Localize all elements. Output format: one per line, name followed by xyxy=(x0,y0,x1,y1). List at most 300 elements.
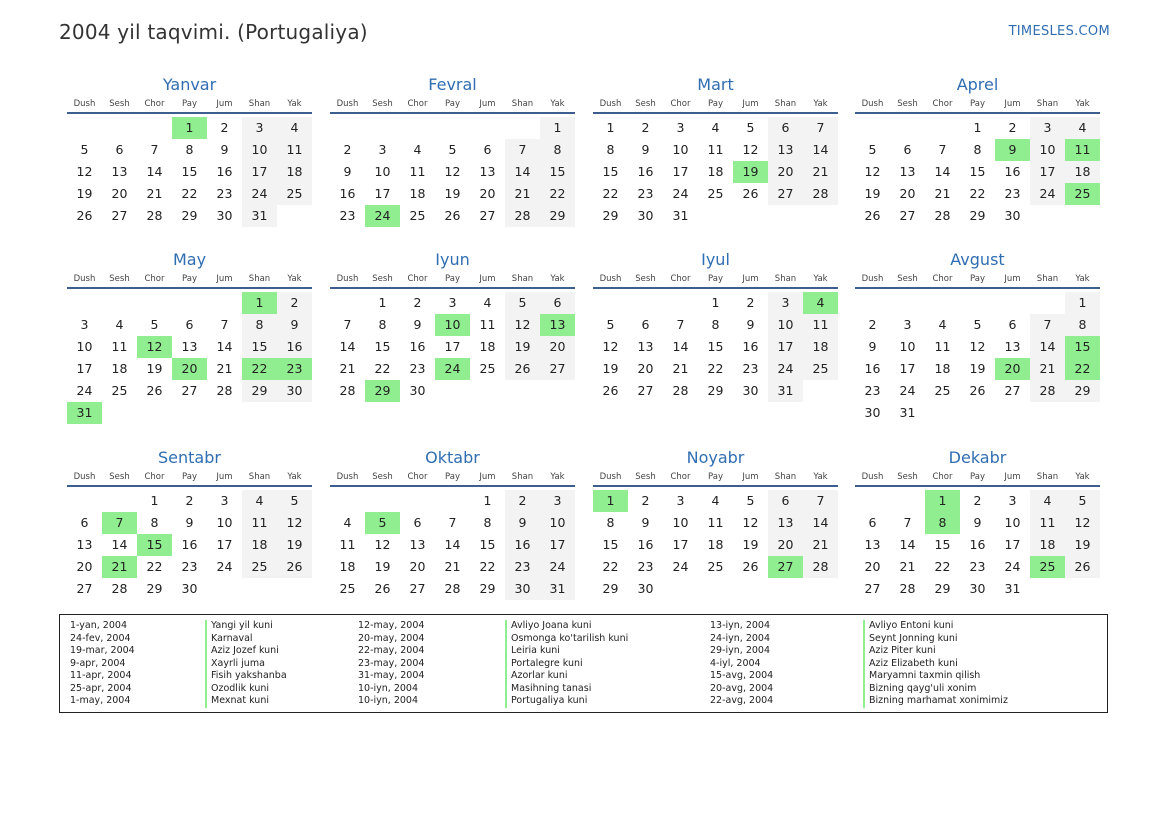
empty-cell xyxy=(890,490,925,512)
month-name: Fevral xyxy=(428,75,477,94)
day-cell: 16 xyxy=(339,186,356,201)
day-cell: 30 xyxy=(637,208,654,223)
day-cell: 29 xyxy=(934,581,951,596)
day-cell: 22 xyxy=(602,186,619,201)
weekday-label: Pay xyxy=(708,472,723,482)
holiday-name: Yangi yil kuni xyxy=(205,620,287,633)
legend-date-column xyxy=(358,620,424,708)
weekday-label: Sesh xyxy=(109,472,130,482)
day-cell: 23 xyxy=(637,186,654,201)
weekday-label: Dush xyxy=(336,274,359,284)
day-cell: 31 xyxy=(899,405,916,420)
day-cell: 17 xyxy=(444,339,461,354)
weekday-label: Dush xyxy=(861,472,884,482)
day-cell: 7 xyxy=(150,142,159,157)
holiday-day-cell: 21 xyxy=(102,556,137,578)
day-cell: 4 xyxy=(115,317,124,332)
weekday-label: Chor xyxy=(932,99,953,109)
weekday-label: Sesh xyxy=(635,99,656,109)
day-cell: 15 xyxy=(969,164,986,179)
day-cell: 13 xyxy=(479,164,496,179)
day-cell: 1 xyxy=(483,493,492,508)
day-cell: 21 xyxy=(934,186,951,201)
month-sentabr xyxy=(67,447,312,600)
day-cell: 27 xyxy=(899,208,916,223)
weekday-label: Shan xyxy=(511,274,534,284)
holiday-name: Aziz Elizabeth kuni xyxy=(863,658,1008,671)
day-cell: 26 xyxy=(742,559,759,574)
day-cell: 10 xyxy=(1030,139,1065,161)
day-cell: 8 xyxy=(1065,314,1100,336)
day-cell: 3 xyxy=(448,295,457,310)
day-cell: 22 xyxy=(181,186,198,201)
day-cell: 29 xyxy=(602,208,619,223)
holiday-date: 1-yan, 2004 xyxy=(70,620,127,631)
day-cell: 3 xyxy=(676,120,685,135)
weekday-label: Sesh xyxy=(897,99,918,109)
day-cell: 19 xyxy=(1065,534,1100,556)
day-cell: 28 xyxy=(803,556,838,578)
weekday-header xyxy=(593,469,838,487)
month-iyun xyxy=(330,249,575,402)
day-cell: 18 xyxy=(707,164,724,179)
day-cell: 13 xyxy=(409,537,426,552)
day-cell: 19 xyxy=(444,186,461,201)
day-cell: 26 xyxy=(146,383,163,398)
day-cell: 27 xyxy=(864,581,881,596)
day-cell: 24 xyxy=(768,358,803,380)
day-cell: 28 xyxy=(899,581,916,596)
day-cell: 24 xyxy=(1030,183,1065,205)
weekday-label: Chor xyxy=(407,274,428,284)
day-cell: 23 xyxy=(637,559,654,574)
day-cell: 28 xyxy=(339,383,356,398)
day-cell: 18 xyxy=(934,361,951,376)
day-cell: 10 xyxy=(768,314,803,336)
day-cell: 21 xyxy=(803,161,838,183)
holiday-name: Masihning tanasi xyxy=(505,683,628,696)
holiday-name: Xayrli juma xyxy=(205,658,287,671)
day-cell: 11 xyxy=(339,537,356,552)
day-cell: 11 xyxy=(409,164,426,179)
day-cell: 2 xyxy=(868,317,877,332)
weekday-label: Shan xyxy=(1036,472,1059,482)
day-cell: 2 xyxy=(973,493,982,508)
empty-cell xyxy=(172,292,207,314)
day-cell: 3 xyxy=(540,490,575,512)
day-cell: 12 xyxy=(1065,512,1100,534)
day-cell: 5 xyxy=(448,142,457,157)
holiday-name: Mexnat kuni xyxy=(205,695,287,708)
holiday-date: 10-iyn, 2004 xyxy=(358,682,419,694)
day-cell: 28 xyxy=(934,208,951,223)
day-cell: 11 xyxy=(479,317,496,332)
day-cell: 22 xyxy=(969,186,986,201)
days-grid xyxy=(593,292,838,402)
holiday-day-cell: 8 xyxy=(925,512,960,534)
day-cell: 29 xyxy=(146,581,163,596)
holiday-date: 22-avg, 2004 xyxy=(710,695,774,706)
holiday-day-cell: 13 xyxy=(540,314,575,336)
weekday-label: Yak xyxy=(813,274,828,284)
day-cell: 8 xyxy=(185,142,194,157)
day-cell: 27 xyxy=(409,581,426,596)
month-yanvar xyxy=(67,74,312,227)
day-cell: 19 xyxy=(969,361,986,376)
day-cell: 25 xyxy=(479,361,496,376)
day-cell: 24 xyxy=(540,556,575,578)
holiday-name: Osmonga ko'tarilish kuni xyxy=(505,633,628,646)
day-cell: 27 xyxy=(76,581,93,596)
day-cell: 20 xyxy=(540,336,575,358)
holiday-day-cell: 25 xyxy=(1065,183,1100,205)
empty-cell xyxy=(470,117,505,139)
day-cell: 14 xyxy=(1030,336,1065,358)
weekday-label: Shan xyxy=(248,472,271,482)
day-cell: 19 xyxy=(374,559,391,574)
days-grid xyxy=(67,490,312,600)
page-title: 2004 yil taqvimi. (Portugaliya) xyxy=(59,20,368,44)
holiday-day-cell: 1 xyxy=(593,490,628,512)
day-cell: 13 xyxy=(899,164,916,179)
weekday-label: Sesh xyxy=(897,472,918,482)
day-cell: 8 xyxy=(606,515,615,530)
empty-cell xyxy=(330,292,365,314)
day-cell: 7 xyxy=(343,317,352,332)
empty-cell xyxy=(435,117,470,139)
day-cell: 9 xyxy=(220,142,229,157)
weekday-label: Chor xyxy=(407,99,428,109)
day-cell: 16 xyxy=(969,537,986,552)
day-cell: 18 xyxy=(409,186,426,201)
day-cell: 1 xyxy=(150,493,159,508)
day-cell: 12 xyxy=(742,515,759,530)
day-cell: 27 xyxy=(768,183,803,205)
day-cell: 26 xyxy=(602,383,619,398)
empty-cell xyxy=(330,117,365,139)
weekday-label: Jum xyxy=(479,274,496,284)
day-cell: 9 xyxy=(746,317,755,332)
weekday-label: Yak xyxy=(287,472,302,482)
day-cell: 10 xyxy=(899,339,916,354)
holiday-name: Ozodlik kuni xyxy=(205,683,287,696)
day-cell: 20 xyxy=(479,186,496,201)
day-cell: 18 xyxy=(1030,534,1065,556)
holiday-day-cell: 29 xyxy=(365,380,400,402)
weekday-label: Chor xyxy=(144,274,165,284)
holiday-day-cell: 1 xyxy=(172,117,207,139)
legend-name-column xyxy=(863,620,1008,708)
day-cell: 21 xyxy=(505,183,540,205)
day-cell: 14 xyxy=(339,339,356,354)
day-cell: 26 xyxy=(1065,556,1100,578)
month-aprel xyxy=(855,74,1100,227)
weekday-label: Chor xyxy=(670,472,691,482)
weekday-label: Chor xyxy=(932,274,953,284)
weekday-label: Yak xyxy=(287,99,302,109)
holiday-day-cell: 25 xyxy=(1030,556,1065,578)
day-cell: 9 xyxy=(868,339,877,354)
empty-cell xyxy=(960,292,995,314)
empty-cell xyxy=(628,292,663,314)
weekday-label: Yak xyxy=(813,99,828,109)
day-cell: 20 xyxy=(768,161,803,183)
day-cell: 8 xyxy=(711,317,720,332)
day-cell: 18 xyxy=(707,537,724,552)
day-cell: 28 xyxy=(444,581,461,596)
weekday-label: Shan xyxy=(248,274,271,284)
day-cell: 24 xyxy=(899,383,916,398)
day-cell: 17 xyxy=(540,534,575,556)
holiday-name: Leiria kuni xyxy=(505,645,628,658)
weekday-label: Dush xyxy=(599,274,622,284)
weekday-label: Chor xyxy=(670,274,691,284)
empty-cell xyxy=(925,292,960,314)
day-cell: 27 xyxy=(540,358,575,380)
day-cell: 12 xyxy=(742,142,759,157)
holiday-day-cell: 31 xyxy=(67,402,102,424)
day-cell: 13 xyxy=(1004,339,1021,354)
day-cell: 2 xyxy=(220,120,229,135)
weekday-header xyxy=(593,96,838,114)
weekday-label: Yak xyxy=(550,274,565,284)
month-noyabr xyxy=(593,447,838,600)
day-cell: 7 xyxy=(676,317,685,332)
day-cell: 15 xyxy=(934,537,951,552)
days-grid xyxy=(593,490,838,600)
site-link[interactable]: TIMESLES.COM xyxy=(1008,24,1110,39)
day-cell: 5 xyxy=(868,142,877,157)
holiday-date: 22-may, 2004 xyxy=(358,645,425,656)
holiday-day-cell: 1 xyxy=(242,292,277,314)
day-cell: 10 xyxy=(540,512,575,534)
day-cell: 15 xyxy=(242,336,277,358)
weekday-label: Sesh xyxy=(897,274,918,284)
day-cell: 6 xyxy=(768,490,803,512)
weekday-label: Pay xyxy=(445,99,460,109)
holiday-day-cell: 22 xyxy=(1065,358,1100,380)
day-cell: 16 xyxy=(181,537,198,552)
weekday-label: Jum xyxy=(479,472,496,482)
day-cell: 23 xyxy=(216,186,233,201)
day-cell: 14 xyxy=(216,339,233,354)
weekday-header xyxy=(855,96,1100,114)
holiday-name: Azorlar kuni xyxy=(505,670,628,683)
holiday-date: 29-iyn, 2004 xyxy=(710,645,771,656)
day-cell: 11 xyxy=(803,314,838,336)
day-cell: 6 xyxy=(1008,317,1017,332)
day-cell: 3 xyxy=(1030,117,1065,139)
day-cell: 14 xyxy=(111,537,128,552)
day-cell: 12 xyxy=(864,164,881,179)
day-cell: 12 xyxy=(277,512,312,534)
month-name: Noyabr xyxy=(686,448,745,467)
holiday-date: 11-apr, 2004 xyxy=(70,670,132,681)
weekday-label: Chor xyxy=(932,472,953,482)
weekday-label: Dush xyxy=(336,99,359,109)
holiday-date: 24-fev, 2004 xyxy=(70,632,131,644)
day-cell: 12 xyxy=(76,164,93,179)
day-cell: 28 xyxy=(111,581,128,596)
weekday-label: Yak xyxy=(287,274,302,284)
day-cell: 21 xyxy=(672,361,689,376)
day-cell: 17 xyxy=(76,361,93,376)
day-cell: 25 xyxy=(277,183,312,205)
weekday-label: Pay xyxy=(708,99,723,109)
day-cell: 26 xyxy=(374,581,391,596)
day-cell: 9 xyxy=(641,515,650,530)
empty-cell xyxy=(365,490,400,512)
day-cell: 3 xyxy=(903,317,912,332)
day-cell: 29 xyxy=(540,205,575,227)
day-cell: 29 xyxy=(1065,380,1100,402)
day-cell: 30 xyxy=(637,581,654,596)
day-cell: 28 xyxy=(505,205,540,227)
day-cell: 6 xyxy=(903,142,912,157)
day-cell: 15 xyxy=(540,161,575,183)
day-cell: 19 xyxy=(742,537,759,552)
empty-cell xyxy=(137,292,172,314)
empty-cell xyxy=(207,292,242,314)
day-cell: 6 xyxy=(185,317,194,332)
day-cell: 14 xyxy=(505,161,540,183)
day-cell: 26 xyxy=(76,208,93,223)
day-cell: 26 xyxy=(864,208,881,223)
day-cell: 31 xyxy=(672,208,689,223)
day-cell: 11 xyxy=(1030,512,1065,534)
day-cell: 2 xyxy=(641,120,650,135)
weekday-label: Pay xyxy=(970,472,985,482)
day-cell: 11 xyxy=(934,339,951,354)
month-may xyxy=(67,249,312,424)
weekday-label: Chor xyxy=(144,472,165,482)
day-cell: 2 xyxy=(185,493,194,508)
days-grid xyxy=(593,117,838,227)
day-cell: 30 xyxy=(277,380,312,402)
holiday-day-cell: 27 xyxy=(768,556,803,578)
holiday-date: 13-iyn, 2004 xyxy=(710,620,771,631)
month-name: Yanvar xyxy=(162,75,217,94)
weekday-label: Pay xyxy=(708,274,723,284)
weekday-label: Jum xyxy=(742,274,759,284)
day-cell: 22 xyxy=(374,361,391,376)
day-cell: 5 xyxy=(150,317,159,332)
day-cell: 22 xyxy=(934,559,951,574)
days-grid xyxy=(67,292,312,424)
empty-cell xyxy=(505,117,540,139)
weekday-label: Shan xyxy=(511,99,534,109)
empty-cell xyxy=(890,292,925,314)
day-cell: 27 xyxy=(637,383,654,398)
day-cell: 10 xyxy=(374,164,391,179)
empty-cell xyxy=(67,292,102,314)
day-cell: 20 xyxy=(864,559,881,574)
day-cell: 30 xyxy=(181,581,198,596)
empty-cell xyxy=(855,292,890,314)
weekday-label: Pay xyxy=(445,274,460,284)
day-cell: 24 xyxy=(672,559,689,574)
holiday-date: 4-iyl, 2004 xyxy=(710,657,761,669)
month-name: Mart xyxy=(697,75,734,94)
weekday-label: Jum xyxy=(1004,274,1021,284)
holiday-day-cell: 20 xyxy=(995,358,1030,380)
day-cell: 22 xyxy=(602,559,619,574)
day-cell: 1 xyxy=(973,120,982,135)
day-cell: 2 xyxy=(746,295,755,310)
days-grid xyxy=(67,117,312,227)
day-cell: 16 xyxy=(216,164,233,179)
legend-date-column xyxy=(710,620,773,708)
holiday-day-cell: 10 xyxy=(435,314,470,336)
day-cell: 27 xyxy=(479,208,496,223)
weekday-label: Jum xyxy=(216,99,233,109)
day-cell: 12 xyxy=(505,314,540,336)
day-cell: 15 xyxy=(181,164,198,179)
day-cell: 30 xyxy=(505,578,540,600)
empty-cell xyxy=(593,292,628,314)
day-cell: 10 xyxy=(76,339,93,354)
day-cell: 25 xyxy=(409,208,426,223)
holiday-name: Aziz Piter kuni xyxy=(863,645,1008,658)
day-cell: 18 xyxy=(339,559,356,574)
month-name: Aprel xyxy=(956,75,999,94)
holiday-date: 9-apr, 2004 xyxy=(70,657,126,669)
day-cell: 8 xyxy=(973,142,982,157)
weekday-label: Yak xyxy=(813,472,828,482)
holiday-name: Karnaval xyxy=(205,633,287,646)
day-cell: 10 xyxy=(216,515,233,530)
month-name: Sentabr xyxy=(158,448,221,467)
day-cell: 1 xyxy=(606,120,615,135)
day-cell: 4 xyxy=(242,490,277,512)
holiday-day-cell: 24 xyxy=(435,358,470,380)
day-cell: 4 xyxy=(277,117,312,139)
day-cell: 14 xyxy=(934,164,951,179)
day-cell: 25 xyxy=(803,358,838,380)
day-cell: 16 xyxy=(742,339,759,354)
weekday-header xyxy=(330,469,575,487)
day-cell: 4 xyxy=(711,493,720,508)
day-cell: 30 xyxy=(969,581,986,596)
day-cell: 7 xyxy=(1030,314,1065,336)
weekday-header xyxy=(67,96,312,114)
day-cell: 21 xyxy=(803,534,838,556)
holiday-day-cell: 5 xyxy=(365,512,400,534)
day-cell: 17 xyxy=(374,186,391,201)
weekday-header xyxy=(855,271,1100,289)
holiday-date: 25-apr, 2004 xyxy=(70,682,132,694)
day-cell: 19 xyxy=(864,186,881,201)
day-cell: 15 xyxy=(602,537,619,552)
holiday-name: Seynt Jonning kuni xyxy=(863,633,1008,646)
day-cell: 9 xyxy=(343,164,352,179)
day-cell: 14 xyxy=(803,139,838,161)
weekday-label: Jum xyxy=(742,472,759,482)
days-grid xyxy=(330,117,575,227)
day-cell: 12 xyxy=(969,339,986,354)
holiday-date: 19-mar, 2004 xyxy=(70,645,135,656)
weekday-label: Shan xyxy=(1036,274,1059,284)
day-cell: 30 xyxy=(742,383,759,398)
day-cell: 11 xyxy=(242,512,277,534)
month-mart xyxy=(593,74,838,227)
day-cell: 21 xyxy=(339,361,356,376)
day-cell: 17 xyxy=(1004,537,1021,552)
day-cell: 8 xyxy=(540,139,575,161)
holiday-name: Bizning marhamat xonimimiz xyxy=(863,695,1008,708)
day-cell: 17 xyxy=(242,161,277,183)
day-cell: 23 xyxy=(339,208,356,223)
